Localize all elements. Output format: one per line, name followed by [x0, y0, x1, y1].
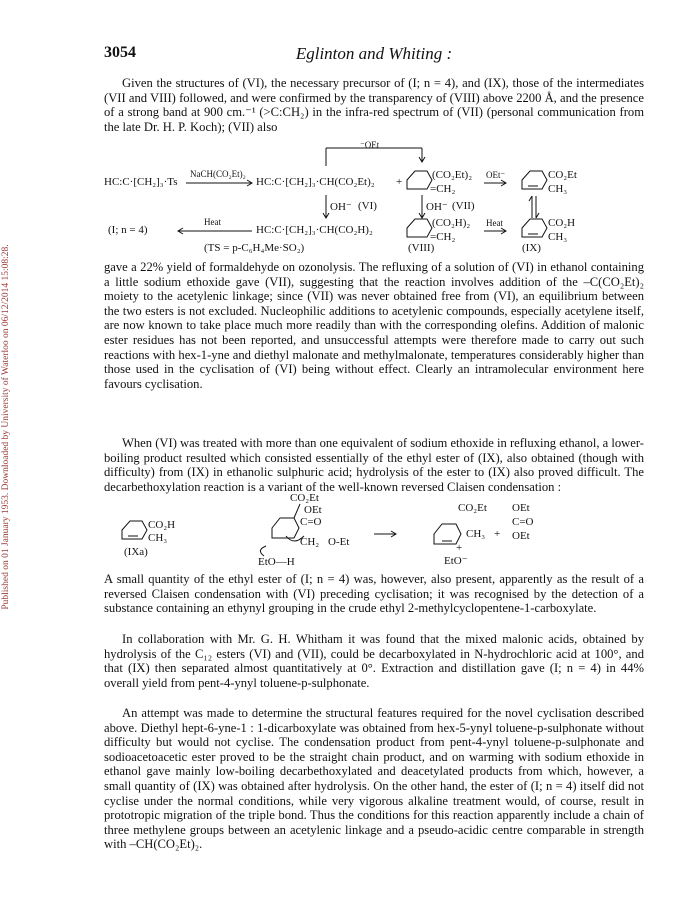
- reactant-tosylate: HC:C·[CH₂]₃·Ts: [104, 176, 178, 188]
- running-title: Eglinton and Whiting :: [295, 44, 453, 63]
- ixa-substituent-acid: CO₂H: [148, 519, 176, 531]
- ethoxide-arrow-label: OEt⁻: [486, 170, 506, 180]
- product-methyl: CH₃: [466, 528, 486, 540]
- heat-label-right: Heat: [486, 218, 503, 228]
- intermediate-ethoxy: OEt: [304, 504, 322, 516]
- vii-substituent-methylene: =CH₂: [430, 183, 456, 195]
- product-ester-group: CO₂Et: [458, 502, 487, 514]
- ester-ring-substituent-top: CO₂Et: [548, 169, 577, 181]
- label-vii: (VII): [452, 200, 475, 212]
- label-viii: (VIII): [408, 242, 435, 254]
- intermediate-carbonyl: C=O: [300, 516, 322, 528]
- intermediate-ethoxide: O-Et: [328, 536, 350, 548]
- page-number: 3054: [104, 44, 136, 61]
- carbonate-ethoxy-bottom: OEt: [512, 530, 530, 542]
- scheme-2-drawing: [104, 492, 644, 570]
- plus-sign-1: +: [494, 528, 501, 540]
- paragraph-2: gave a 22% yield of formaldehyde on ozonolysis. The refluxing of a solution of (VI) in ethanol containing a little sodium ethoxide gave (VII), suggesting that the reaction involves addition of the –C(CO₂Et)₂ moiety to the acetylenic linkage; since (VII) was never obtained free from (VI), an equilibrium between the two esters is not excluded. Nucleophilic additions to acetylenic compounds, especially acetylene itself, are now known to take place much more readily than with the corresponding olefins. Addition of malonic ester residues has not been reported, and unsuccessful attempts were therefore made to carry out such reactions with hex-1-yne and diethyl malonate and methylmalonate, temperatures considerably higher than those used in the cyclisation of (VI) being without effect. Clearly an intramolecular environment here favours cyclisation.: [104, 260, 644, 391]
- page-header: [104, 44, 644, 64]
- sidebar-download-note: Published on 01 January 1953. Downloaded by University of Waterloo on 06/12/2014 15:08:28.: [1, 244, 11, 610]
- paragraph-1: Given the structures of (VI), the necessary precursor of (I; n = 4), and (IX), those of the intermediates (VII and VIII) followed, and were confirmed by the transparency of (VIII) above 2200 Å, and the presence of a strong band at 900 cm.⁻¹ (>C:CH₂) in the infra-red spectrum of (VII) (personal communication from the late Dr. H. P. Koch); (VII) also: [104, 76, 644, 134]
- intermediate-ester-group: CO₂Et: [290, 492, 319, 504]
- ixa-substituent-methyl: CH₃: [148, 532, 168, 544]
- paragraph-6: An attempt was made to determine the structural features required for the novel cyclisation described above. Diethyl hept-6-yne-1 : 1-dicarboxylate was obtained from hex-5-ynyl toluene-p-sulphonate without difficulty but would not cyclise. The condensation product from pent-4-ynyl toluene-p-sulphonate and sodioacetoacetic ester proved to be the straight chain product, and on warming with sodium ethoxide in ethanol gave mainly low-boiling decarbethoxylated and deacetylated products from which, however, a small quantity of (IX) was obtained after hydrolysis. On the other hand, the ester of (I; n = 4) itself did not cyclise under the normal conditions, while very vigorous alkaline treatment would, of course, result in prototropic migration of the triple bond. Thus the conditions for this reaction apparently include a chain of three methylene groups between an acetylenic linkage and a pseudo-acidic centre comparable in strength with –CH(CO₂Et)₂.: [104, 706, 644, 852]
- ester-ring-substituent-bottom: CH₃: [548, 183, 568, 195]
- reaction-scheme-2: [104, 492, 644, 570]
- carbonate-carbonyl: C=O: [512, 516, 534, 528]
- vii-substituent-ester: (CO₂Et)₂: [432, 169, 473, 181]
- diacid: HC:C·[CH₂]₃·CH(CO₂H)₂: [256, 224, 373, 236]
- ethanol-label: EtO—H: [258, 556, 295, 568]
- ethoxide-label: ⁻OEt: [360, 140, 380, 150]
- ethoxide-ion: EtO⁻: [444, 555, 468, 567]
- intermediate-methylene: CH₂: [300, 536, 320, 548]
- ts-definition: (TS = p-C₆H₄Me·SO₂): [204, 242, 305, 254]
- label-ixa: (IXa): [124, 546, 148, 558]
- carbonate-ethoxy-top: OEt: [512, 502, 530, 514]
- paragraph-5: In collaboration with Mr. G. H. Whitham it was found that the mixed malonic acids, obtained by hydrolysis of the C₁₂ esters (VI) and (VII), could be decarboxylated in N-hydrochloric acid at 100°, and that (IX) then separated almost quantitatively at 0°. Extraction and distillation gave (I; n = 4) in 44% overall yield from pent-4-ynyl toluene-p-sulphonate.: [104, 632, 644, 690]
- label-vi: (VI): [358, 200, 377, 212]
- ix-substituent-methyl: CH₃: [548, 231, 568, 243]
- hydroxide-right: OH⁻: [426, 201, 448, 213]
- reagent-sodiomalonate: NaCH(CO₂Et)₂: [190, 169, 246, 179]
- viii-substituent-acid: (CO₂H)₂: [432, 217, 471, 229]
- paragraph-3: When (VI) was treated with more than one equivalent of sodium ethoxide in refluxing ethanol, a lower-boiling product resulted which consisted essentially of the ethyl ester of (IX), also obtained (though with difficulty) from (IX) in ethanolic sulphuric acid; hydrolysis of the ester to (IX) also proved difficult. The decarbethoxylation reaction is a variant of the well-known reversed Claisen condensation :: [104, 436, 644, 494]
- label-ix: (IX): [522, 242, 541, 254]
- product-i: (I; n = 4): [108, 224, 148, 236]
- heat-label-left: Heat: [204, 217, 221, 227]
- viii-substituent-methylene: =CH₂: [430, 231, 456, 243]
- paragraph-4: A small quantity of the ethyl ester of (I; n = 4) was, however, also present, apparently as the result of a reversed Claisen condensation with (VI) preceding cyclisation; it was recognised by the detection of a substance containing an ethynyl grouping in the crude ethyl 2-methylcyclopentene-1-carboxylate.: [104, 572, 644, 616]
- plus-sign: +: [396, 176, 403, 188]
- reaction-scheme-1: [104, 136, 644, 258]
- hydroxide-left: OH⁻: [330, 201, 352, 213]
- ix-substituent-acid: CO₂H: [548, 217, 576, 229]
- compound-vi: HC:C·[CH₂]₃·CH(CO₂Et)₂: [256, 176, 375, 188]
- plus-sign-2: +: [456, 542, 463, 554]
